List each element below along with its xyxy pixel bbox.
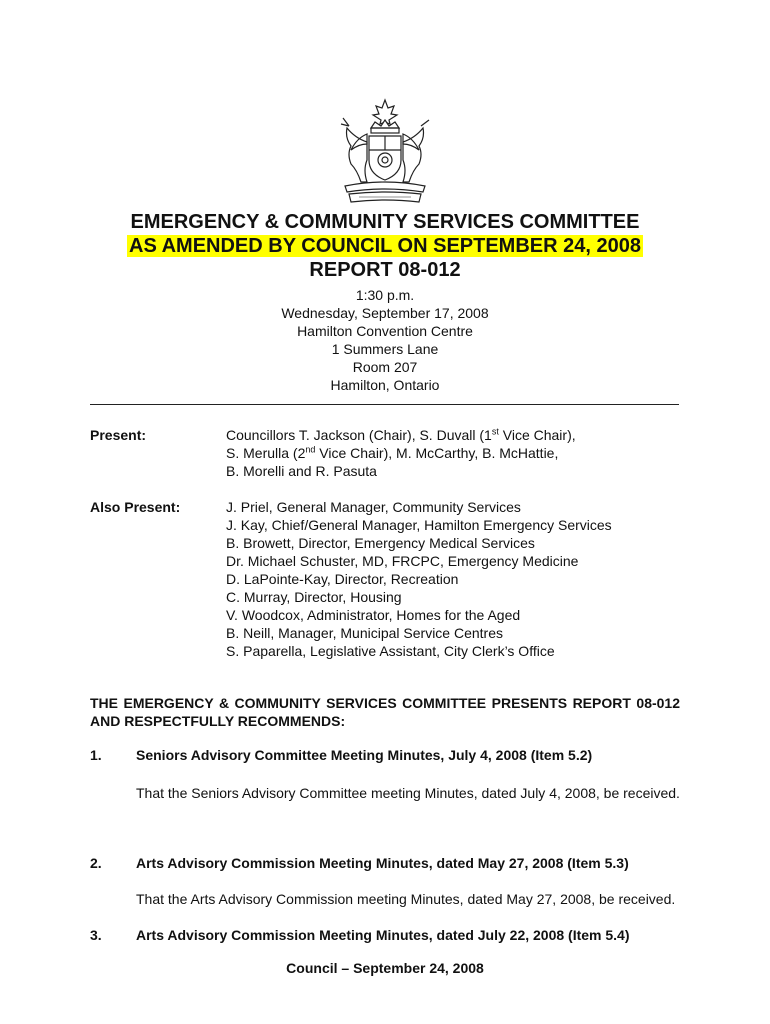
list-item: S. Paparella, Legislative Assistant, City Clerk’s Office: [226, 643, 555, 659]
also-present-section: [90, 498, 680, 663]
item-title: Arts Advisory Commission Meeting Minutes, dated July 22, 2008 (Item 5.4): [136, 927, 630, 943]
list-item: B. Neill, Manager, Municipal Service Centres: [226, 625, 504, 641]
meeting-city: Hamilton, Ontario: [330, 377, 440, 393]
present-list: Councillors T. Jackson (Chair), S. Duvall (1st Vice Chair), S. Merulla (2nd Vice Chair), M. McCarthy, B. McHattie, B. Morelli and R. Pasuta: [226, 426, 576, 479]
recommends-heading: THE EMERGENCY & COMMUNITY SERVICES COMMITTEE PRESENTS REPORT 08-012 AND RESPECTFULLY RECOMMENDS:: [90, 695, 680, 729]
meeting-date: Wednesday, September 17, 2008: [281, 305, 489, 321]
page-footer: Council – September 24, 2008: [286, 960, 484, 976]
item-title: Arts Advisory Commission Meeting Minutes, dated May 27, 2008 (Item 5.3): [136, 855, 629, 871]
horizontal-divider: [90, 404, 679, 405]
item-body: That the Arts Advisory Commission meeting Minutes, dated May 27, 2008, be received.: [136, 891, 676, 907]
agenda-item-3: [90, 926, 680, 944]
meeting-address: 1 Summers Lane: [331, 341, 439, 357]
item-number: 1.: [90, 747, 102, 763]
present-label: Present:: [90, 427, 147, 443]
also-present-list: [226, 498, 686, 660]
also-present-label: Also Present:: [90, 499, 181, 515]
report-number: REPORT 08-012: [309, 259, 461, 281]
list-item: D. LaPointe-Kay, Director, Recreation: [226, 571, 459, 587]
item-number: 2.: [90, 855, 102, 871]
meeting-room: Room 207: [352, 359, 418, 375]
agenda-item-2: [90, 854, 680, 872]
city-coat-of-arms-logo: [337, 98, 433, 204]
list-item: J. Kay, Chief/General Manager, Hamilton Emergency Services: [226, 517, 612, 533]
item-number: 3.: [90, 927, 102, 943]
list-item: V. Woodcox, Administrator, Homes for the Aged: [226, 607, 521, 623]
present-section: [90, 426, 680, 482]
amended-notice: AS AMENDED BY COUNCIL ON SEPTEMBER 24, 2008: [129, 235, 641, 257]
agenda-item-1: [90, 746, 680, 764]
meeting-venue: Hamilton Convention Centre: [297, 323, 473, 339]
list-item: J. Priel, General Manager, Community Services: [226, 499, 521, 515]
committee-title: EMERGENCY & COMMUNITY SERVICES COMMITTEE: [130, 211, 640, 233]
meeting-time: 1:30 p.m.: [355, 287, 415, 303]
list-item: C. Murray, Director, Housing: [226, 589, 402, 605]
list-item: Dr. Michael Schuster, MD, FRCPC, Emergency Medicine: [226, 553, 579, 569]
title-block: [0, 210, 770, 394]
item-title: Seniors Advisory Committee Meeting Minutes, July 4, 2008 (Item 5.2): [136, 747, 593, 763]
list-item: B. Browett, Director, Emergency Medical Services: [226, 535, 535, 551]
meeting-details: [0, 286, 770, 394]
item-body: That the Seniors Advisory Committee meeting Minutes, dated July 4, 2008, be received.: [136, 785, 680, 801]
